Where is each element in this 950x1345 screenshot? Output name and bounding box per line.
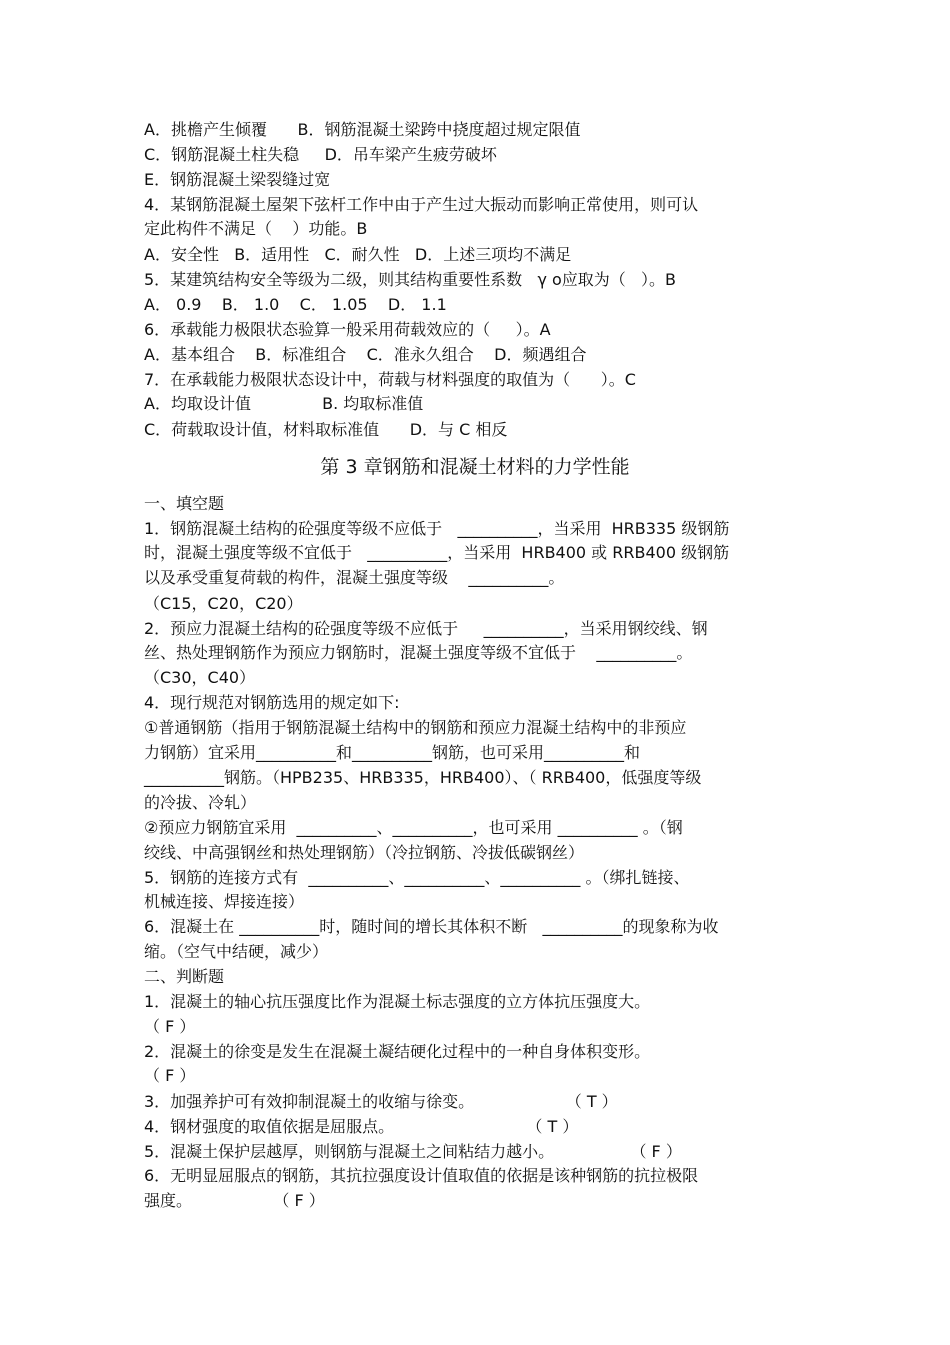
text-line: 的冷拔、冷轧） bbox=[144, 793, 257, 812]
text-line: E．钢筋混凝土梁裂缝过宽 bbox=[144, 170, 331, 189]
text-line: 2．混凝土的徐变是发生在混凝土凝结硬化过程中的一种自身体积变形。 bbox=[144, 1042, 651, 1061]
text-line: 1．混凝土的轴心抗压强度比作为混凝土标志强度的立方体抗压强度大。 bbox=[144, 992, 651, 1011]
text-line: 缩。（空气中结硬，减少） bbox=[144, 942, 329, 961]
text-line: A．安全性 B．适用性 C．耐久性 D．上述三项均不满足 bbox=[144, 245, 572, 264]
text-line: 5．钢筋的连接方式有 __________、__________、__________ 。（绑扎链接、 bbox=[144, 868, 690, 887]
section-heading: 一、填空题 bbox=[144, 494, 225, 513]
text-line: A．均取设计值 B. 均取标准值 bbox=[144, 394, 424, 413]
text-line: 绞线、中高强钢丝和热处理钢筋）（冷拉钢筋、冷拔低碳钢丝） bbox=[144, 843, 585, 862]
text-line: A．挑檐产生倾覆 B．钢筋混凝土梁跨中挠度超过规定限值 bbox=[144, 120, 581, 139]
text-line: 5．混凝土保护层越厚，则钢筋与混凝土之间粘结力越小。 （ F ） bbox=[144, 1142, 682, 1161]
text-line: 7．在承载能力极限状态设计中，荷载与材料强度的取值为（ ）。C bbox=[144, 370, 636, 389]
text-line: 5．某建筑结构安全等级为二级，则其结构重要性系数 γ o应取为（ ）。B bbox=[144, 270, 677, 289]
section-heading: 二、判断题 bbox=[144, 967, 225, 986]
text-line: 6．承载能力极限状态验算一般采用荷载效应的（ ）。A bbox=[144, 320, 551, 339]
text-line: （C30，C40） bbox=[144, 668, 256, 687]
text-line: 定此构件不满足（ ）功能。B bbox=[144, 219, 368, 238]
text-line: ①普通钢筋（指用于钢筋混凝土结构中的钢筋和预应力混凝土结构中的非预应 bbox=[144, 718, 687, 737]
text-line: （ F ） bbox=[144, 1017, 196, 1036]
text-line: A． 0.9 B． 1.0 C． 1.05 D． 1.1 bbox=[144, 295, 447, 314]
text-line: （ F ） bbox=[144, 1066, 196, 1085]
chapter-title: 第 3 章钢筋和混凝土材料的力学性能 bbox=[320, 456, 630, 478]
text-line: 时，混凝土强度等级不宜低于 __________，当采用 HRB400 或 RRB400 级钢筋 bbox=[144, 543, 730, 562]
text-line: 机械连接、焊接连接） bbox=[144, 892, 305, 911]
text-line: C．荷载取设计值，材料取标准值 D．与 C 相反 bbox=[144, 420, 508, 439]
text-line: A．基本组合 B．标准组合 C．准永久组合 D．频遇组合 bbox=[144, 345, 587, 364]
text-line: C．钢筋混凝土柱失稳 D．吊车梁产生疲劳破坏 bbox=[144, 145, 497, 164]
text-line: __________钢筋。（HPB235、HRB335，HRB400）、（ RRB400，低强度等级 bbox=[144, 768, 702, 787]
text-line: 4．某钢筋混凝土屋架下弦杆工作中由于产生过大振动而影响正常使用，则可认 bbox=[144, 195, 699, 214]
text-line: （C15，C20，C20） bbox=[144, 594, 303, 613]
text-line: 丝、热处理钢筋作为预应力钢筋时，混凝土强度等级不宜低于 __________。 bbox=[144, 643, 693, 662]
text-line: 2．预应力混凝土结构的砼强度等级不应低于 __________，当采用钢绞线、钢 bbox=[144, 619, 708, 638]
text-line: 以及承受重复荷载的构件，混凝土强度等级 __________。 bbox=[144, 568, 565, 587]
text-line: 6．无明显屈服点的钢筋，其抗拉强度设计值取值的依据是该种钢筋的抗拉极限 bbox=[144, 1166, 699, 1185]
text-line: 6．混凝土在 __________时，随时间的增长其体积不断 __________的现象称为收 bbox=[144, 917, 719, 936]
text-line: 力钢筋）宜采用__________和__________钢筋，也可采用__________和 bbox=[144, 743, 641, 762]
text-line: ②预应力钢筋宜采用 __________、__________，也可采用 __________ 。（钢 bbox=[144, 818, 683, 837]
text-line: 3．加强养护可有效抑制混凝土的收缩与徐变。 （ T ） bbox=[144, 1092, 618, 1111]
text-line: 1．钢筋混凝土结构的砼强度等级不应低于 __________，当采用 HRB335 级钢筋 bbox=[144, 519, 730, 538]
text-line: 强度。 （ F ） bbox=[144, 1191, 325, 1210]
text-line: 4．钢材强度的取值依据是屈服点。 （ T ） bbox=[144, 1117, 579, 1136]
text-line: 4．现行规范对钢筋选用的规定如下: bbox=[144, 693, 400, 712]
